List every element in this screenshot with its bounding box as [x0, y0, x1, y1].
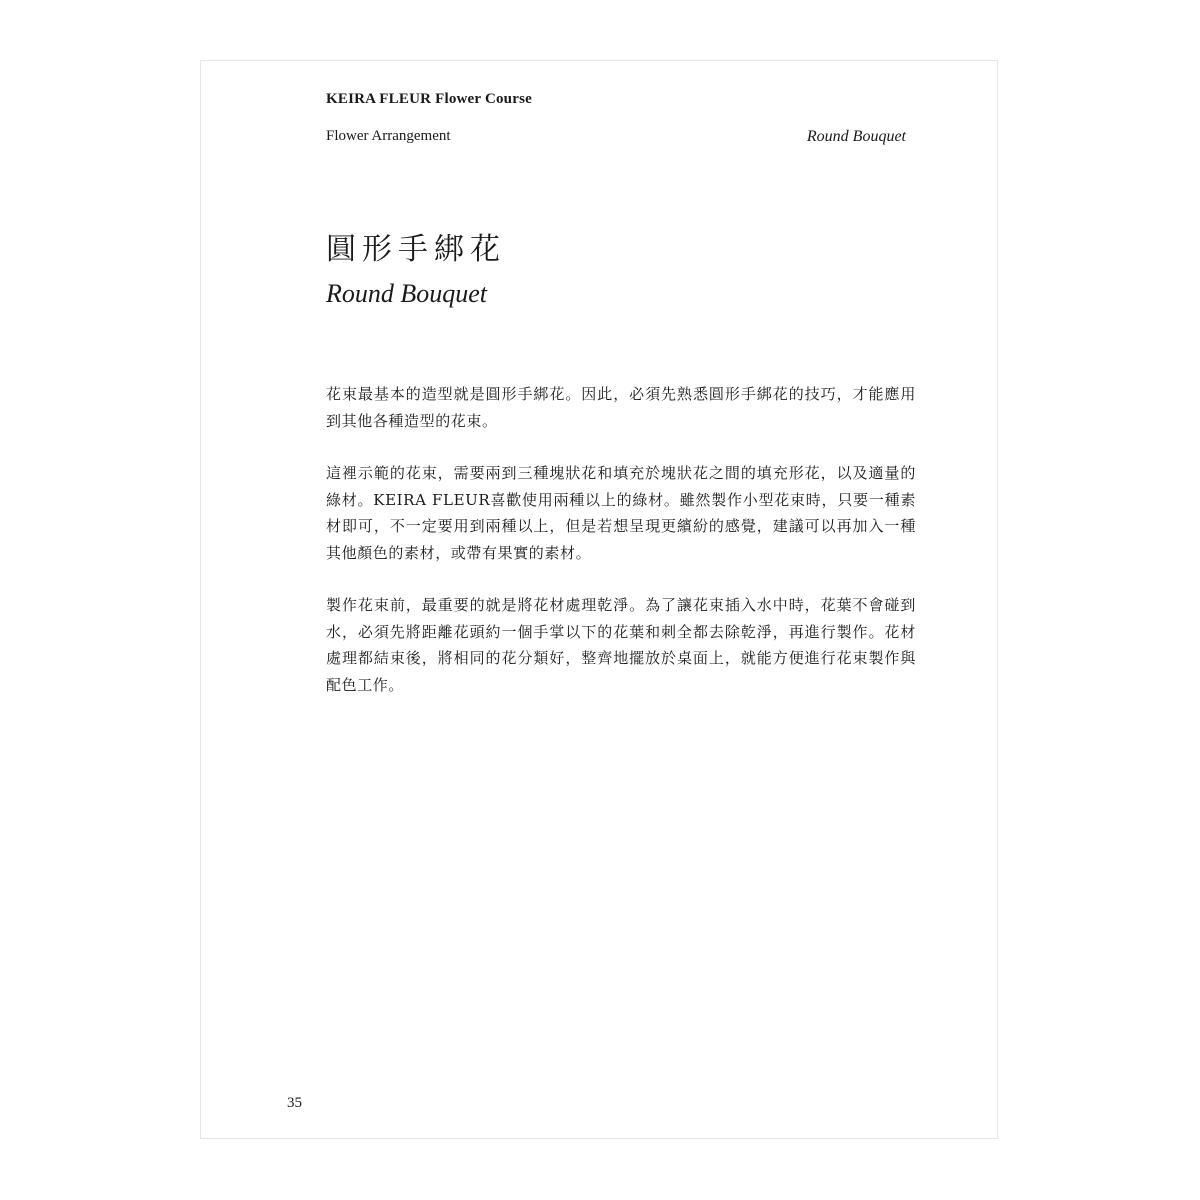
- book-page: [200, 60, 998, 1139]
- paragraph-2: 這裡示範的花束，需要兩到三種塊狀花和填充於塊狀花之間的填充形花，以及適量的綠材。KEIRA FLEUR喜歡使用兩種以上的綠材。雖然製作小型花束時，只要一種素材即可，不一定要用到兩種以上，但是若想呈現更繽紛的感覺，建議可以再加入一種其他顏色的素材，或帶有果實的素材。: [326, 464, 916, 562]
- section-label-right: Round Bouquet: [806, 128, 906, 145]
- course-title: KEIRA FLEUR Flower Course: [326, 91, 532, 107]
- chapter-title-chinese: 圓形手綁花: [326, 232, 506, 267]
- paragraph-1: 花束最基本的造型就是圓形手綁花。因此，必須先熟悉圓形手綁花的技巧，才能應用到其他各種造型的花束。: [326, 385, 916, 430]
- page-number: 35: [287, 1095, 302, 1111]
- paragraph-3: 製作花束前，最重要的就是將花材處理乾淨。為了讓花束插入水中時，花葉不會碰到水，必須先將距離花頭約一個手掌以下的花葉和刺全都去除乾淨，再進行製作。花材處理都結束後，將相同的花分類好，整齊地擺放於桌面上，就能方便進行花束製作與配色工作。: [326, 596, 916, 694]
- body-text: [326, 381, 916, 724]
- chapter-title-english: Round Bouquet: [326, 279, 488, 308]
- section-label-left: Flower Arrangement: [326, 128, 451, 144]
